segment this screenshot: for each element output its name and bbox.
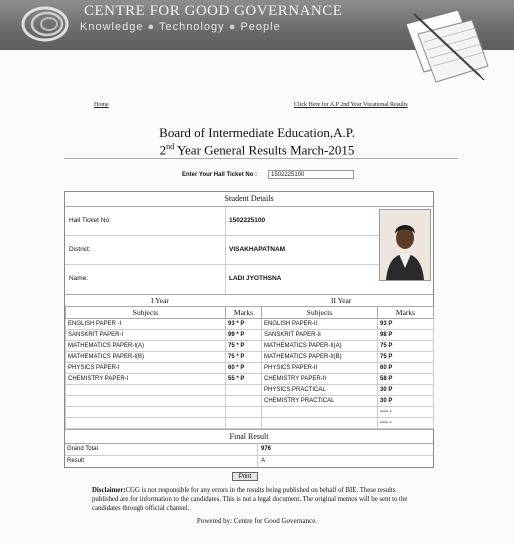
hall-ticket-input[interactable]: 1502225100 (268, 170, 354, 179)
marks-row (66, 341, 434, 352)
year1-marks-cell: 75 * P (226, 341, 262, 352)
year2-marks-cell: 98 P (378, 330, 434, 341)
year1-subject-cell (66, 385, 226, 396)
year2-subject-cell: PHYSICS PRACTICAL (262, 385, 378, 396)
cgg-logo-icon (20, 4, 70, 44)
year1-marks-cell (226, 418, 262, 429)
year1-marks-cell: 99 * P (226, 330, 262, 341)
tagline-knowledge: Knowledge (80, 21, 144, 33)
year2-subject-cell: PHYSICS PAPER-II (262, 363, 378, 374)
year1-marks-header: Marks (226, 307, 262, 319)
hall-ticket-row-value: 1502225100 (229, 217, 266, 224)
year2-subjects-header: Subjects (262, 307, 378, 319)
marks-row (66, 407, 434, 418)
marks-row (66, 319, 434, 330)
year2-subject-cell (262, 418, 378, 429)
student-portrait-image (380, 210, 430, 280)
year2-marks-cell: 60 P (378, 363, 434, 374)
year2-subject-cell: MATHEMATICS PAPER-II(A) (262, 341, 378, 352)
year2-marks-cell: 75 P (378, 352, 434, 363)
marks-row (66, 330, 434, 341)
student-details-header: Student Details (65, 192, 433, 207)
year1-subject-cell: MATHEMATICS PAPER-I(B) (66, 352, 226, 363)
name-label: Name: (69, 275, 89, 282)
marks-row (66, 418, 434, 429)
marks-table (65, 306, 434, 429)
result-value: A (261, 458, 266, 464)
results-title-ordinal: nd (166, 142, 175, 151)
year1-marks-cell (226, 407, 262, 418)
year2-marks-cell: ---- - (378, 418, 434, 429)
year2-marks-cell: 30 P (378, 385, 434, 396)
tagline-people: People (240, 21, 281, 33)
grand-total-label: Grand Total (67, 446, 98, 452)
year1-marks-cell: 75 * P (226, 352, 262, 363)
hall-ticket-row-label: Hall Ticket No: (69, 217, 111, 224)
year1-marks-cell: 60 * P (226, 363, 262, 374)
marks-row (66, 374, 434, 385)
marks-row (66, 396, 434, 407)
year1-subject-cell: CHEMISTRY PAPER-I (66, 374, 226, 385)
year2-subject-cell: CHEMISTRY PRACTICAL (262, 396, 378, 407)
disclaimer-label: Disclaimer: (92, 487, 126, 494)
year2-marks-cell: ---- - (378, 407, 434, 418)
year2-marks-cell: 58 P (378, 374, 434, 385)
student-details (65, 207, 433, 295)
column-divider (257, 456, 258, 467)
name-value: LADI JYOTHSNA (229, 275, 282, 282)
district-label: District: (69, 246, 91, 253)
year2-label: II Year (331, 296, 352, 305)
year1-subject-cell (66, 396, 226, 407)
year1-subject-cell (66, 418, 226, 429)
hall-ticket-label: Enter Your Hall Ticket No : (182, 172, 258, 178)
student-photo (379, 209, 431, 281)
disclaimer (92, 486, 410, 513)
year-headers (65, 295, 433, 306)
final-result-header: Final Result (65, 429, 433, 444)
year2-marks-header: Marks (378, 307, 434, 319)
year1-marks-cell: 55 * P (226, 374, 262, 385)
year2-subject-cell (262, 407, 378, 418)
home-link[interactable]: Home (94, 102, 109, 108)
marks-row (66, 385, 434, 396)
tagline-separator: ● (147, 21, 160, 33)
year1-subject-cell (66, 407, 226, 418)
grand-total-row (65, 444, 433, 456)
title-divider (64, 158, 458, 159)
year1-marks-cell (226, 385, 262, 396)
disclaimer-text: CGG is not responsible for any errors in the results being published on behalf of BIE. These results published are for information to the candidates. This is not a legal document. The original memos will be sent to the candidates through official channel. (92, 487, 408, 512)
name-row (65, 265, 379, 293)
year1-subject-cell: MATHEMATICS PAPER-I(A) (66, 341, 226, 352)
year2-marks-cell: 30 P (378, 396, 434, 407)
year1-subject-cell: PHYSICS PAPER-I (66, 363, 226, 374)
year1-subject-cell: SANSKRIT PAPER-I (66, 330, 226, 341)
grand-total-value: 976 (261, 446, 272, 452)
year1-label: I Year (151, 296, 169, 305)
tagline-technology: Technology (159, 21, 225, 33)
marks-body (66, 319, 434, 429)
powered-by: Powered by: Centre for Good Governance. (196, 517, 318, 525)
result-row (65, 456, 433, 467)
results-title-year: 2 (159, 142, 167, 158)
year2-subject-cell: CHEMISTRY PAPER-II (262, 374, 378, 385)
year1-marks-cell (226, 396, 262, 407)
year1-subject-cell: ENGLISH PAPER -I (66, 319, 226, 330)
board-title: Board of Intermediate Education,A.P. (159, 125, 355, 140)
results-panel (64, 191, 434, 468)
marks-row (66, 363, 434, 374)
district-row (65, 236, 379, 265)
year1-subjects-header: Subjects (66, 307, 226, 319)
marks-header-row (66, 307, 434, 319)
tagline-separator: ● (228, 21, 241, 33)
org-name: CENTRE FOR GOOD GOVERNANCE (84, 3, 343, 19)
results-title (0, 142, 514, 158)
year2-marks-cell: 75 P (378, 341, 434, 352)
hall-ticket-row (65, 207, 379, 236)
result-label: Result (67, 458, 85, 464)
notebook-pen-illustration (388, 4, 500, 89)
year2-subject-cell: ENGLISH PAPER-II (262, 319, 378, 330)
column-divider (257, 444, 258, 455)
year2-subject-cell: SANSKRIT PAPER-II (262, 330, 378, 341)
year2-subject-cell: MATHEMATICS PAPER-II(B) (262, 352, 378, 363)
year2-marks-cell: 93 P (378, 319, 434, 330)
org-tagline (80, 21, 281, 33)
marks-row (66, 352, 434, 363)
district-value: VISAKHAPATNAM (229, 246, 286, 253)
results-title-text: Year General Results March-2015 (174, 142, 355, 158)
print-button[interactable]: Print (232, 472, 258, 481)
year1-marks-cell: 93 * P (226, 319, 262, 330)
vocational-results-link[interactable]: Click Here for A.P 2nd Year Vocational Results (294, 102, 408, 108)
